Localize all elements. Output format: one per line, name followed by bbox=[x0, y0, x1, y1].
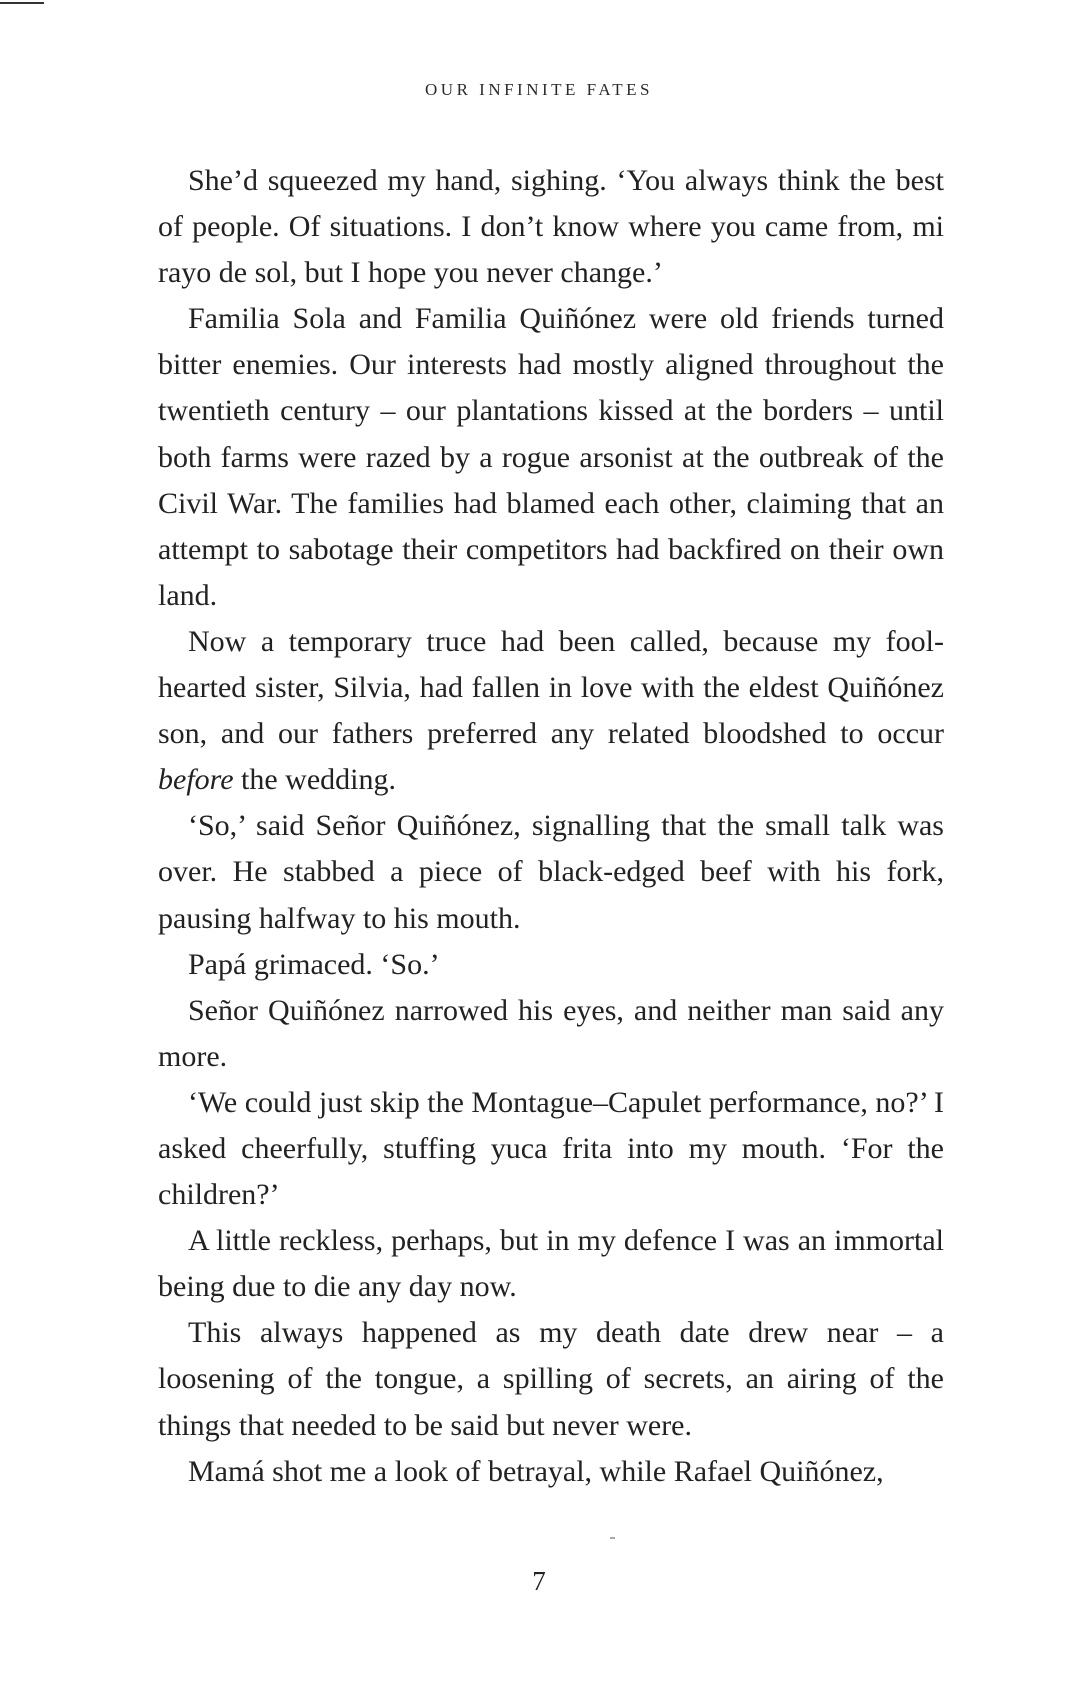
paragraph bbox=[158, 158, 944, 296]
text-run: Now a temporary truce had been called, because my fool-hearted sister, Silvia, had fallen in love with the eldest Quiñónez son, and our fathers preferred any related bloodshed to occur bbox=[158, 624, 944, 751]
page-number: 7 bbox=[532, 1566, 546, 1596]
paragraph bbox=[158, 1080, 944, 1218]
text-run: A little reckless, perhaps, but in my defence I was an immortal being due to die any day now. bbox=[158, 1224, 944, 1304]
paragraph bbox=[158, 803, 944, 941]
page-edge-rule bbox=[0, 2, 44, 4]
text-run: ‘So,’ said Señor Quiñónez, signalling that the small talk was over. He stabbed a piece of black-edged beef with his fork, pausing halfway to his mouth. bbox=[158, 809, 944, 935]
paragraph bbox=[158, 988, 944, 1080]
body-text bbox=[158, 158, 944, 1495]
text-run: She’d squeezed my hand, sighing. ‘You always think the best of people. Of situations. I don’t know where you came from, mi rayo de sol, but I hope you never change.’ bbox=[158, 164, 944, 290]
paragraph bbox=[158, 1218, 944, 1310]
text-run: ‘We could just skip the Montague–Capulet performance, no?’ I asked cheerfully, stuffing yuca frita into my mouth. ‘For the children?’ bbox=[158, 1085, 944, 1212]
paragraph bbox=[158, 296, 944, 619]
paragraph bbox=[158, 1310, 944, 1448]
italic-text: before bbox=[158, 763, 234, 797]
text-run: the wedding. bbox=[233, 763, 396, 797]
text-run: This always happened as my death date drew near – a loosening of the tongue, a spilling of secrets, an airing of the things that needed to be said but never were. bbox=[158, 1316, 944, 1442]
text-run: Familia Sola and Familia Quiñónez were old friends turned bitter enemies. Our interests had mostly aligned throughout the twentieth century – our plantations kissed at the borders – until both farms were razed by a rogue arsonist at the outbreak of the Civil War. The families had blamed each other, claiming that an attempt to sabotage their competitors had backfired on their own land. bbox=[158, 302, 944, 612]
text-run: Señor Quiñónez narrowed his eyes, and neither man said any more. bbox=[158, 993, 944, 1073]
paragraph bbox=[158, 1449, 944, 1495]
text-run: Papá grimaced. ‘So.’ bbox=[188, 947, 440, 981]
paragraph bbox=[158, 942, 944, 988]
paragraph bbox=[158, 619, 944, 803]
running-head: OUR INFINITE FATES bbox=[425, 80, 653, 99]
print-mark bbox=[610, 1537, 615, 1539]
text-run: Mamá shot me a look of betrayal, while Rafael Quiñónez, bbox=[188, 1454, 884, 1488]
